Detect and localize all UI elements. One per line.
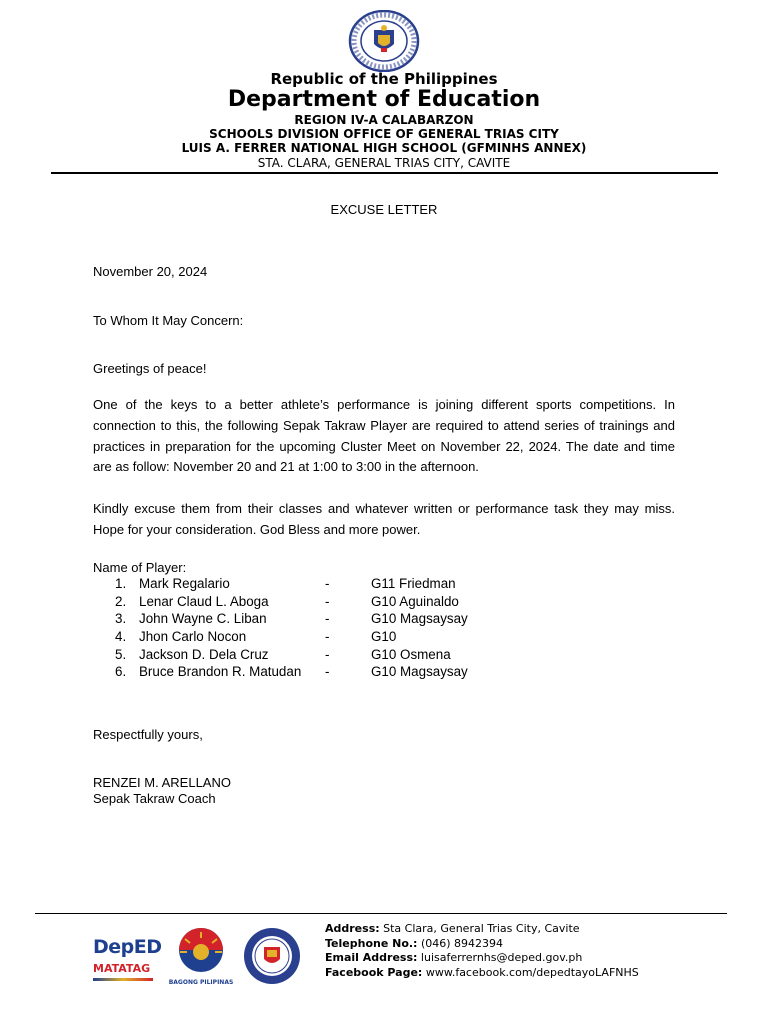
player-number: 3. bbox=[115, 611, 127, 626]
player-section: G11 Friedman bbox=[371, 576, 456, 591]
player-section: G10 Aguinaldo bbox=[371, 594, 459, 609]
footer-telephone-value: (046) 8942394 bbox=[420, 936, 504, 950]
player-section: G10 bbox=[371, 629, 397, 644]
player-number: 6. bbox=[115, 664, 127, 679]
player-name: Bruce Brandon R. Matudan bbox=[139, 664, 302, 679]
player-section: G10 Osmena bbox=[371, 647, 451, 662]
letter-salutation: To Whom It May Concern: bbox=[93, 313, 244, 328]
players-label: Name of Player: bbox=[93, 560, 187, 575]
letter-paragraph-2: Kindly excuse them from their classes and whatever written or performance task they may miss. Hope for your consideration. God Bless and more power. bbox=[93, 501, 675, 537]
player-number: 2. bbox=[115, 594, 127, 609]
republic-line: Republic of the Philippines bbox=[270, 70, 498, 88]
footer-email-link[interactable]: luisaferrernhs@deped.gov.ph bbox=[420, 951, 583, 964]
footer-address bbox=[325, 922, 639, 937]
footer-facebook bbox=[325, 966, 639, 981]
matatag-underline bbox=[93, 978, 153, 981]
footer-divider bbox=[35, 913, 727, 914]
player-number: 5. bbox=[115, 647, 127, 662]
footer-contact-info bbox=[325, 922, 639, 980]
player-name: John Wayne C. Liban bbox=[139, 611, 267, 626]
footer-facebook-link[interactable]: www.facebook.com/depedtayoLAFNHS bbox=[425, 965, 639, 979]
footer-telephone bbox=[325, 937, 639, 952]
player-section: G10 Magsaysay bbox=[371, 611, 468, 626]
signatory-title: Sepak Takraw Coach bbox=[93, 791, 216, 806]
footer-email-label: Email Address: bbox=[325, 951, 418, 964]
deped-seal-logo bbox=[348, 10, 420, 72]
player-number: 4. bbox=[115, 629, 127, 644]
footer-telephone-label: Telephone No.: bbox=[325, 936, 418, 950]
player-dash: - bbox=[325, 664, 330, 679]
bagong-pilipinas-text: BAGONG PILIPINAS bbox=[168, 979, 234, 986]
player-dash: - bbox=[325, 647, 330, 662]
player-dash: - bbox=[325, 629, 330, 644]
letter-date: November 20, 2024 bbox=[93, 264, 208, 279]
footer-facebook-label: Facebook Page: bbox=[325, 965, 423, 979]
footer-email bbox=[325, 951, 639, 966]
region-line: REGION IV-A CALABARZON bbox=[294, 113, 474, 127]
letter-closing: Respectfully yours, bbox=[93, 727, 203, 742]
footer-address-label: Address: bbox=[325, 922, 380, 935]
player-name: Jackson D. Dela Cruz bbox=[139, 647, 269, 662]
player-section: G10 Magsaysay bbox=[371, 664, 468, 679]
letter-paragraph-1: One of the keys to a better athlete’s performance is joining different sports competitions. In connection to this, the following Sepak Takraw Player are required to attend series of trainings and practices in preparation for the upcoming Cluster Meet on November 22, 2024. The date and time are as follow: November 20 and 21 at 1:00 to 3:00 in the afternoon. bbox=[93, 397, 675, 475]
division-line: SCHOOLS DIVISION OFFICE OF GENERAL TRIAS CITY bbox=[209, 127, 559, 141]
bagong-pilipinas-emblem bbox=[168, 926, 234, 974]
deped-matatag-logo bbox=[93, 930, 162, 986]
player-dash: - bbox=[325, 611, 330, 626]
letter-greeting: Greetings of peace! bbox=[93, 361, 207, 376]
player-dash: - bbox=[325, 576, 330, 591]
player-name: Mark Regalario bbox=[139, 576, 230, 591]
player-name: Lenar Claud L. Aboga bbox=[139, 594, 269, 609]
bagong-pilipinas-logo bbox=[168, 926, 234, 984]
player-number: 1. bbox=[115, 576, 127, 591]
signatory-name: RENZEI M. ARELLANO bbox=[93, 775, 231, 790]
player-dash: - bbox=[325, 594, 330, 609]
department-title: Department of Education bbox=[227, 87, 541, 112]
player-name: Jhon Carlo Nocon bbox=[139, 629, 247, 644]
deped-logo-text: DepED bbox=[93, 936, 162, 958]
matatag-logo-text: MATATAG bbox=[93, 962, 151, 975]
school-address-line: STA. CLARA, GENERAL TRIAS CITY, CAVITE bbox=[257, 156, 511, 170]
letter-title: EXCUSE LETTER bbox=[330, 202, 438, 217]
footer-address-value: Sta Clara, General Trias City, Cavite bbox=[383, 922, 580, 935]
header-divider bbox=[51, 172, 718, 174]
school-line: LUIS A. FERRER NATIONAL HIGH SCHOOL (GFMINHS ANNEX) bbox=[181, 141, 587, 155]
school-seal-logo bbox=[242, 927, 302, 985]
